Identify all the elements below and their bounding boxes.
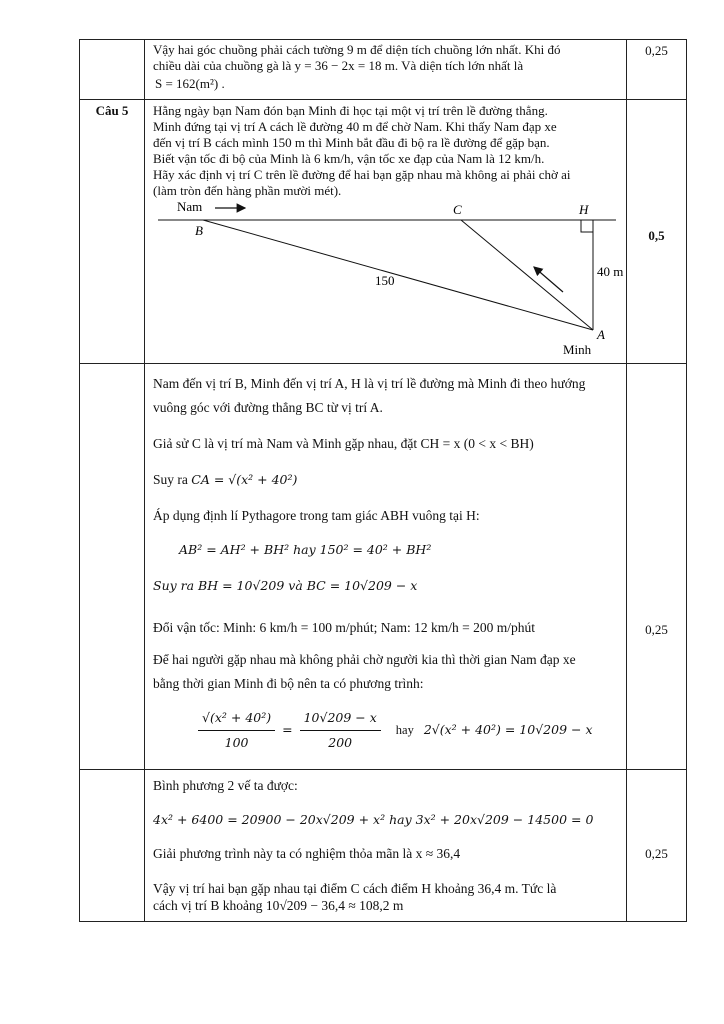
text-line: Nam đến vị trí B, Minh đến vị trí A, H là vị trí lề đường mà Minh đi theo hướng bbox=[153, 376, 586, 391]
fraction-minh bbox=[198, 708, 275, 753]
label-40m: 40 m bbox=[597, 264, 624, 279]
solution-cell bbox=[145, 770, 627, 922]
area-result: S = 162(m²) . bbox=[155, 76, 225, 91]
text-line: Vậy vị trí hai bạn gặp nhau tại điểm C cách điểm H khoảng 36,4 m. Tức là bbox=[153, 881, 557, 896]
equation-right: 2√(x² + 40²) = 10√209 − x bbox=[423, 722, 593, 737]
solution-cell bbox=[145, 364, 627, 770]
text-line: bằng thời gian Minh đi bộ nên ta có phương trình: bbox=[153, 676, 424, 691]
text-line: Giả sử C là vị trí mà Nam và Minh gặp nhau, đặt CH = x (0 < x < BH) bbox=[153, 436, 534, 451]
text-line: Biết vận tốc đi bộ của Minh là 6 km/h, vận tốc xe đạp của Nam là 12 km/h. bbox=[153, 151, 545, 166]
fraction-nam bbox=[300, 708, 381, 753]
text-line: Hằng ngày bạn Nam đón bạn Minh đi học tại một vị trí trên lề đường thẳng. bbox=[153, 103, 548, 118]
question-cell bbox=[80, 100, 145, 364]
equation-time bbox=[153, 708, 619, 753]
text-line: Minh đứng tại vị trí A cách lề đường 40 m để chờ Nam. Khi thấy Nam đạp xe bbox=[153, 119, 557, 134]
text-line: Áp dụng định lí Pythagore trong tam giác ABH vuông tại H: bbox=[153, 508, 480, 523]
right-angle-mark bbox=[581, 220, 593, 232]
question-cell bbox=[80, 364, 145, 770]
label-h: H bbox=[579, 202, 589, 217]
text-line: vuông góc với đường thẳng BC từ vị trí A. bbox=[153, 400, 383, 415]
formula-squared: 4x² + 6400 = 20900 − 20x√209 + x² hay 3x² + 20x√209 − 14500 = 0 bbox=[153, 812, 594, 827]
score-cell bbox=[627, 364, 687, 770]
problem-cell bbox=[145, 100, 627, 364]
label-150: 150 bbox=[375, 273, 395, 288]
text-line: đến vị trí B cách mình 150 m thì Minh bắt đầu đi bộ ra lề đường để gặp bạn. bbox=[153, 135, 550, 150]
text-line: Bình phương 2 vế ta được: bbox=[153, 778, 298, 793]
label-b: B bbox=[195, 223, 203, 238]
score-cell bbox=[627, 100, 687, 364]
score-value: 0,25 bbox=[645, 622, 668, 637]
text-line: chiều dài của chuồng gà là y = 36 − 2x = 18 m. Và diện tích lớn nhất là bbox=[153, 58, 524, 73]
label-a: A bbox=[597, 327, 605, 342]
score-value: 0,25 bbox=[645, 846, 668, 861]
score-value: 0,25 bbox=[645, 43, 668, 58]
score-cell bbox=[627, 40, 687, 100]
segment-ba bbox=[203, 220, 593, 330]
segment-ca bbox=[461, 220, 593, 330]
text-line: Hãy xác định vị trí C trên lề đường để hai bạn gặp nhau mà không ai phải chờ ai bbox=[153, 167, 571, 182]
text-hay: hay bbox=[395, 723, 414, 737]
text-line: (làm tròn đến hàng phần mười mét). bbox=[153, 183, 342, 198]
equals-sign: = bbox=[282, 722, 293, 737]
text-fragment: Suy ra bbox=[153, 472, 192, 487]
score-cell bbox=[627, 770, 687, 922]
solution-cell bbox=[145, 40, 627, 100]
formula-pythagore: AB² = AH² + BH² hay 150² = 40² + BH² bbox=[179, 542, 432, 557]
geometry-figure bbox=[153, 199, 624, 360]
minh-arrow-icon bbox=[534, 267, 563, 292]
question-cell bbox=[80, 40, 145, 100]
formula-ca: CA = √(x² + 40²) bbox=[191, 472, 298, 487]
label-nam: Nam bbox=[177, 199, 203, 214]
label-minh: Minh bbox=[563, 342, 592, 357]
fraction-denominator: 200 bbox=[328, 735, 353, 750]
table-row bbox=[80, 770, 687, 922]
fraction-denominator: 100 bbox=[224, 735, 249, 750]
text-line bbox=[153, 470, 619, 490]
text-line: Để hai người gặp nhau mà không phải chờ người kia thì thời gian Nam đạp xe bbox=[153, 652, 576, 667]
score-value: 0,5 bbox=[648, 228, 665, 243]
text-line: Vậy hai góc chuồng phải cách tường 9 m để diện tích chuồng lớn nhất. Khi đó bbox=[153, 42, 561, 57]
text-line: Giải phương trình này ta có nghiệm thỏa mãn là x ≈ 36,4 bbox=[153, 846, 461, 861]
table-row bbox=[80, 364, 687, 770]
question-cell bbox=[80, 770, 145, 922]
text-line: Đổi vận tốc: Minh: 6 km/h = 100 m/phút; Nam: 12 km/h = 200 m/phút bbox=[153, 620, 535, 635]
table-row bbox=[80, 100, 687, 364]
formula-bh-bc: Suy ra BH = 10√209 và BC = 10√209 − x bbox=[153, 578, 418, 593]
fraction-numerator: 10√209 − x bbox=[300, 708, 381, 731]
fraction-numerator: √(x² + 40²) bbox=[198, 708, 275, 731]
question-label: Câu 5 bbox=[95, 103, 129, 118]
text-line: cách vị trí B khoảng 10√209 − 36,4 ≈ 108,2 m bbox=[153, 898, 404, 913]
answer-table bbox=[79, 39, 687, 922]
table-row bbox=[80, 40, 687, 100]
label-c: C bbox=[453, 202, 462, 217]
